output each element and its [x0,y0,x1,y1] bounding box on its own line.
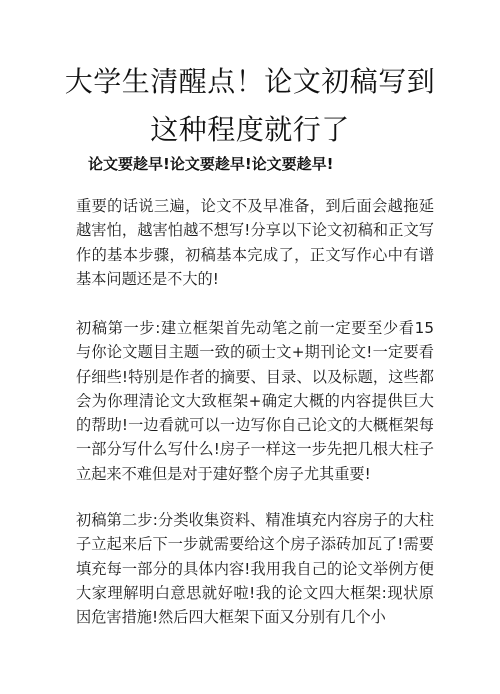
paragraph-intro: 重要的话说三遍，论文不及早准备，到后面会越拖延越害怕，越害怕越不想写!分享以下论文初稿和正文写作的基本步骤，初稿基本完成了，正文写作心中有谱基本问题还是不大的! [76,197,434,288]
paragraph-draft-step-two: 初稿第二步:分类收集资料、精准填充内容房子的大柱子立起来后下一步就需要给这个房子添砖加瓦了!需要填充每一部分的具体内容!我用我自己的论文举例方便大家理解明白意思就好啦!我的论文四大框架:现状原因危害措施!然后四大框架下面又分别有几个小 [76,511,434,627]
article-subtitle: 论文要趁早!论文要趁早!论文要趁早! [88,155,334,173]
paragraph-draft-step-one: 初稿第一步:建立框架首先动笔之前一定要至少看15与你论文题目主题一致的硕士文+期刊论文!一定要看仔细些!特别是作者的摘要、目录、以及标题，这些都会为你理清论文大致框架+确定大概的内容提供巨大的帮助!一边看就可以一边写你自己论文的大概框架每一部分写什么写什么!房子一样这一步先把几根大柱子立起来不难但是对于建好整个房子尤其重要! [76,319,434,483]
article-title: 大学生清醒点！论文初稿写到这种程度就行了 [64,65,436,146]
